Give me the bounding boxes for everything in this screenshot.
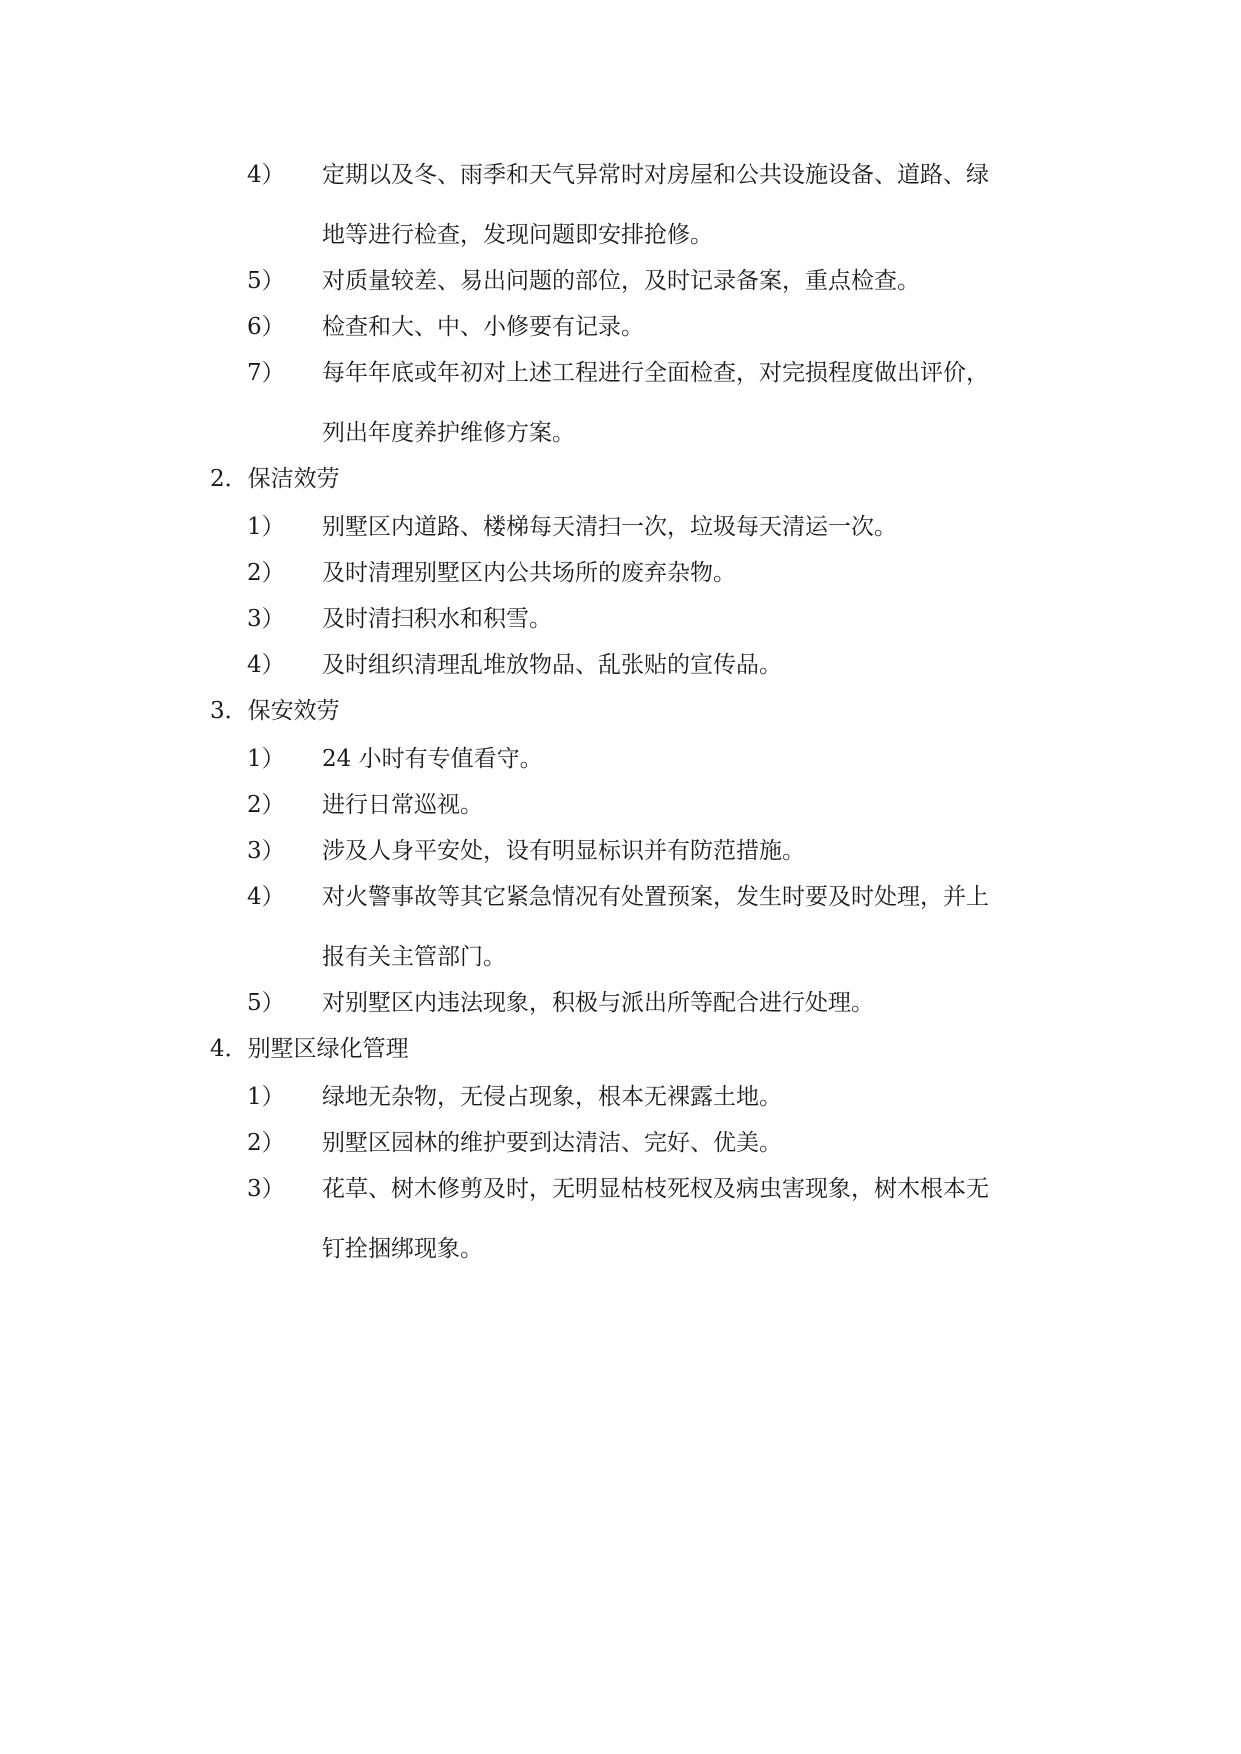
section-cleaning bbox=[210, 464, 1060, 680]
item-number: 5） bbox=[247, 268, 285, 294]
item-number: 4） bbox=[247, 884, 285, 910]
section-heading: 2．保洁效劳 bbox=[210, 466, 340, 492]
item-text bbox=[322, 160, 1060, 250]
item-line: 别墅区内道路、楼梯每天清扫一次，垃圾每天清运一次。 bbox=[322, 514, 897, 540]
item-line: 对别墅区内违法现象，积极与派出所等配合进行处理。 bbox=[322, 990, 874, 1016]
item-number: 1） bbox=[247, 746, 285, 772]
item-line: 报有关主管部门。 bbox=[322, 944, 506, 970]
list-item bbox=[210, 744, 1060, 774]
item-number: 4） bbox=[247, 162, 285, 188]
item-line: 24 小时有专值看守。 bbox=[322, 746, 543, 772]
item-line: 钉拴捆绑现象。 bbox=[322, 1236, 483, 1262]
item-line: 每年年底或年初对上述工程进行全面检查，对完损程度做出评价， bbox=[322, 360, 989, 386]
list-item bbox=[210, 988, 1060, 1018]
item-text bbox=[322, 604, 1060, 634]
item-line: 进行日常巡视。 bbox=[322, 792, 483, 818]
item-number: 1） bbox=[247, 1084, 285, 1110]
list-item bbox=[210, 1128, 1060, 1158]
item-number: 2） bbox=[247, 560, 285, 586]
item-number: 3） bbox=[247, 838, 285, 864]
list-item bbox=[210, 1174, 1060, 1264]
page-content bbox=[210, 160, 1060, 1280]
item-text bbox=[322, 312, 1060, 342]
item-text bbox=[322, 266, 1060, 296]
item-number: 7） bbox=[247, 360, 285, 386]
list-item bbox=[210, 160, 1060, 250]
item-line: 定期以及冬、雨季和天气异常时对房屋和公共设施设备、道路、绿 bbox=[322, 162, 989, 188]
section-heading: 4．别墅区绿化管理 bbox=[210, 1036, 409, 1062]
item-text bbox=[322, 744, 1060, 774]
item-line: 绿地无杂物，无侵占现象，根本无裸露土地。 bbox=[322, 1084, 782, 1110]
item-text bbox=[322, 1082, 1060, 1112]
item-line: 检查和大、中、小修要有记录。 bbox=[322, 314, 644, 340]
list-item bbox=[210, 882, 1060, 972]
item-line: 列出年度养护维修方案。 bbox=[322, 420, 575, 446]
item-text bbox=[322, 790, 1060, 820]
item-number: 4） bbox=[247, 652, 285, 678]
item-text bbox=[322, 882, 1060, 972]
item-number: 3） bbox=[247, 1176, 285, 1202]
item-number: 6） bbox=[247, 314, 285, 340]
item-text bbox=[322, 988, 1060, 1018]
item-number: 1） bbox=[247, 514, 285, 540]
item-text bbox=[322, 1174, 1060, 1264]
item-text bbox=[322, 1128, 1060, 1158]
item-text bbox=[322, 650, 1060, 680]
list-item bbox=[210, 312, 1060, 342]
item-line: 对火警事故等其它紧急情况有处置预案，发生时要及时处理，并上 bbox=[322, 884, 989, 910]
section-security bbox=[210, 696, 1060, 1018]
list-item bbox=[210, 512, 1060, 542]
section-maintenance-continued bbox=[210, 160, 1060, 448]
item-number: 5） bbox=[247, 990, 285, 1016]
item-line: 花草、树木修剪及时，无明显枯枝死杈及病虫害现象，树木根本无 bbox=[322, 1176, 989, 1202]
item-line: 涉及人身平安处，设有明显标识并有防范措施。 bbox=[322, 838, 805, 864]
item-line: 及时清理别墅区内公共场所的废弃杂物。 bbox=[322, 560, 736, 586]
list-item bbox=[210, 1082, 1060, 1112]
item-line: 及时组织清理乱堆放物品、乱张贴的宣传品。 bbox=[322, 652, 782, 678]
item-line: 对质量较差、易出问题的部位，及时记录备案，重点检查。 bbox=[322, 268, 920, 294]
item-number: 2） bbox=[247, 792, 285, 818]
item-text bbox=[322, 512, 1060, 542]
list-item bbox=[210, 358, 1060, 448]
list-item bbox=[210, 604, 1060, 634]
item-text bbox=[322, 836, 1060, 866]
item-line: 别墅区园林的维护要到达清洁、完好、优美。 bbox=[322, 1130, 782, 1156]
list-item bbox=[210, 266, 1060, 296]
section-greening bbox=[210, 1034, 1060, 1264]
item-text bbox=[322, 558, 1060, 588]
section-heading: 3．保安效劳 bbox=[210, 698, 340, 724]
list-item bbox=[210, 558, 1060, 588]
item-line: 及时清扫积水和积雪。 bbox=[322, 606, 552, 632]
list-item bbox=[210, 790, 1060, 820]
item-line: 地等进行检查，发现问题即安排抢修。 bbox=[322, 222, 713, 248]
list-item bbox=[210, 836, 1060, 866]
list-item bbox=[210, 650, 1060, 680]
item-number: 2） bbox=[247, 1130, 285, 1156]
item-text bbox=[322, 358, 1060, 448]
item-number: 3） bbox=[247, 606, 285, 632]
